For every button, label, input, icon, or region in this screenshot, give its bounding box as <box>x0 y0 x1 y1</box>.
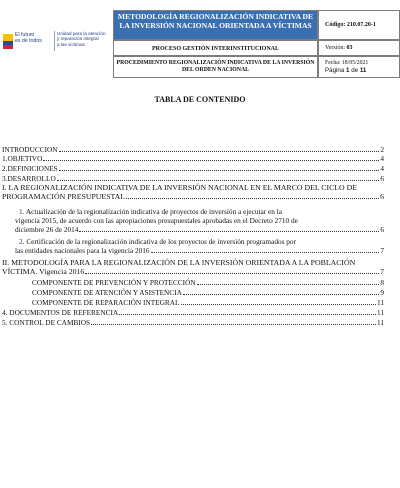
toc-entry[interactable] <box>2 318 384 327</box>
toc-entry-text: 3.DESARROLLO <box>2 174 56 183</box>
toc-entry-line <box>15 216 384 225</box>
page-current: 1 <box>346 67 350 74</box>
toc-leader <box>197 284 380 285</box>
toc-entry[interactable] <box>15 237 384 255</box>
toc-entry-text: 1.OBJETIVO <box>2 154 43 163</box>
toc-entry[interactable] <box>2 258 384 276</box>
date-label: Fecha: <box>325 60 341 66</box>
toc-entry-text: 4. DOCUMENTOS DE REFERENCIA <box>2 308 119 317</box>
page-of: de <box>351 67 359 74</box>
toc-entry-text: COMPONENTE DE REPARACIÓN INTEGRAL <box>32 298 180 307</box>
logo-unit-line: Unidad para la atención <box>57 31 106 36</box>
toc-entry-text: diciembre 26 de 2014 <box>15 225 79 234</box>
logo-unit-name <box>57 31 115 47</box>
toc-entry-text: VÍCTIMA. Vigencia 2016 <box>2 267 85 276</box>
logo-unit-line: a las víctimas <box>57 41 85 47</box>
logo-unit-line: y reparación integral <box>57 36 99 42</box>
toc-entry-line <box>2 258 384 267</box>
version-value: 03 <box>346 45 353 51</box>
entity-logo <box>3 28 113 54</box>
toc-entry-line <box>15 225 384 234</box>
toc-entry-page: 9 <box>380 288 384 297</box>
document-version <box>318 40 400 56</box>
toc-entry-page: 6 <box>380 174 384 183</box>
toc-entry-line <box>15 246 384 255</box>
toc-leader <box>43 160 379 161</box>
toc-leader <box>119 314 376 315</box>
toc-entry[interactable] <box>32 288 384 297</box>
process-name: PROCESO GESTIÓN INTERINSTITUCIONAL <box>113 40 318 56</box>
toc-entry-page: 11 <box>376 308 384 317</box>
page-total: 11 <box>359 67 367 74</box>
logo-slogan <box>15 32 55 44</box>
toc-entry[interactable] <box>2 164 384 173</box>
toc-entry-page: 4 <box>380 154 384 163</box>
page-word: Página <box>325 67 345 74</box>
toc-leader <box>79 231 379 232</box>
toc-entry-page: 6 <box>380 225 384 234</box>
colombia-flag-icon <box>3 34 13 49</box>
toc-entry-text: PROGRAMACIÓN PRESUPUESTAL <box>2 192 126 201</box>
toc-entry[interactable] <box>2 174 384 183</box>
toc-entry-number: II. <box>2 258 10 267</box>
date-page-cell <box>318 56 400 78</box>
logo-divider <box>54 31 55 51</box>
toc-entry-text: las entidades nacionales para la vigencia 2016 <box>15 246 150 255</box>
toc-entry-text: 5. CONTROL DE CAMBIOS <box>2 318 91 327</box>
toc-entry[interactable] <box>2 183 384 201</box>
document-code <box>318 10 400 40</box>
logo-slogan-line: es de todos <box>15 38 42 44</box>
code-value: 210.07.20-1 <box>346 22 376 28</box>
toc-entry-page: 8 <box>380 278 384 287</box>
procedure-name: PROCEDIMIENTO REGIONALIZACIÓN INDICATIVA DE LA INVERSIÓN DEL ORDEN NACIONAL <box>113 56 318 78</box>
code-label: Código: <box>325 22 346 28</box>
toc-entry-line <box>2 267 384 276</box>
toc-leader <box>126 198 379 199</box>
toc-entry-text: INTRODUCCION <box>2 145 58 154</box>
toc-leader <box>59 170 380 171</box>
toc-leader <box>183 294 379 295</box>
toc-entry-text: LA REGIONALIZACIÓN INDICATIVA DE LA INVERSIÓN NACIONAL EN EL MARCO DEL CICLO DE <box>8 183 358 192</box>
toc-entry-text: COMPONENTE DE ATENCIÓN Y ASISTENCIA <box>32 288 182 297</box>
document-date <box>325 59 399 67</box>
toc-entry-line <box>2 192 384 201</box>
toc-entry[interactable] <box>15 207 384 234</box>
toc-entry-line <box>19 237 384 246</box>
toc-entry-page: 11 <box>376 318 384 327</box>
toc-entry[interactable] <box>2 154 384 163</box>
document-header <box>0 0 400 82</box>
toc-entry-text: 2.DEFINICIONES <box>2 164 58 173</box>
toc-leader <box>91 324 376 325</box>
toc-entry[interactable] <box>2 308 384 317</box>
toc-leader <box>57 180 380 181</box>
document-title: METODOLOGÍA REGIONALIZACIÓN INDICATIVA DE LA INVERSIÓN NACIONAL ORIENTADA A VÍCTIMAS <box>113 10 318 40</box>
toc-entry-number: 2. <box>19 237 25 246</box>
toc-entry-text: Certificación de la regionalización indicativa de los proyectos de inversión programados por <box>26 237 297 246</box>
toc-entry-text: METODOLOGÍA PARA LA REGIONALIZACIÓN DE LA INVERSIÓN ORIENTADA A LA POBLACIÓN <box>11 258 356 267</box>
toc-leader <box>85 273 379 274</box>
toc-entry-page: 7 <box>380 267 384 276</box>
toc-entry[interactable] <box>32 298 384 307</box>
toc-entry-text: COMPONENTE DE PREVENCIÓN Y PROTECCIÓN <box>32 278 196 287</box>
toc-entry-page: 7 <box>380 246 384 255</box>
toc-leader <box>181 304 376 305</box>
toc-entry[interactable] <box>2 145 384 154</box>
toc-entry[interactable] <box>32 278 384 287</box>
toc-entry-page: 2 <box>380 145 384 154</box>
toc-leader <box>151 252 380 253</box>
toc-entry-number: I. <box>2 183 7 192</box>
toc-entry-number: 1. <box>19 207 25 216</box>
version-label: Versión: <box>325 45 345 51</box>
page-number <box>325 67 399 75</box>
toc-entry-page: 4 <box>380 164 384 173</box>
toc-entry-page: 6 <box>380 192 384 201</box>
toc-entry-line <box>19 207 384 216</box>
toc-title: TABLA DE CONTENIDO <box>154 95 246 104</box>
date-value: 18/05/2021 <box>341 60 369 66</box>
toc-entry-text: Actualización de la regionalización indicativa de proyectos de inversión a ejecutar en la <box>25 207 282 216</box>
toc-entry-page: 11 <box>376 298 384 307</box>
toc-leader <box>59 151 380 152</box>
logo-slogan-line: El futuro <box>15 32 35 38</box>
toc-entry-line <box>2 183 384 192</box>
toc-entry-text: vigencia 2015, de acuerdo con las apropiaciones presupuestales aprobadas en el Decreto 2710 de <box>15 216 298 225</box>
